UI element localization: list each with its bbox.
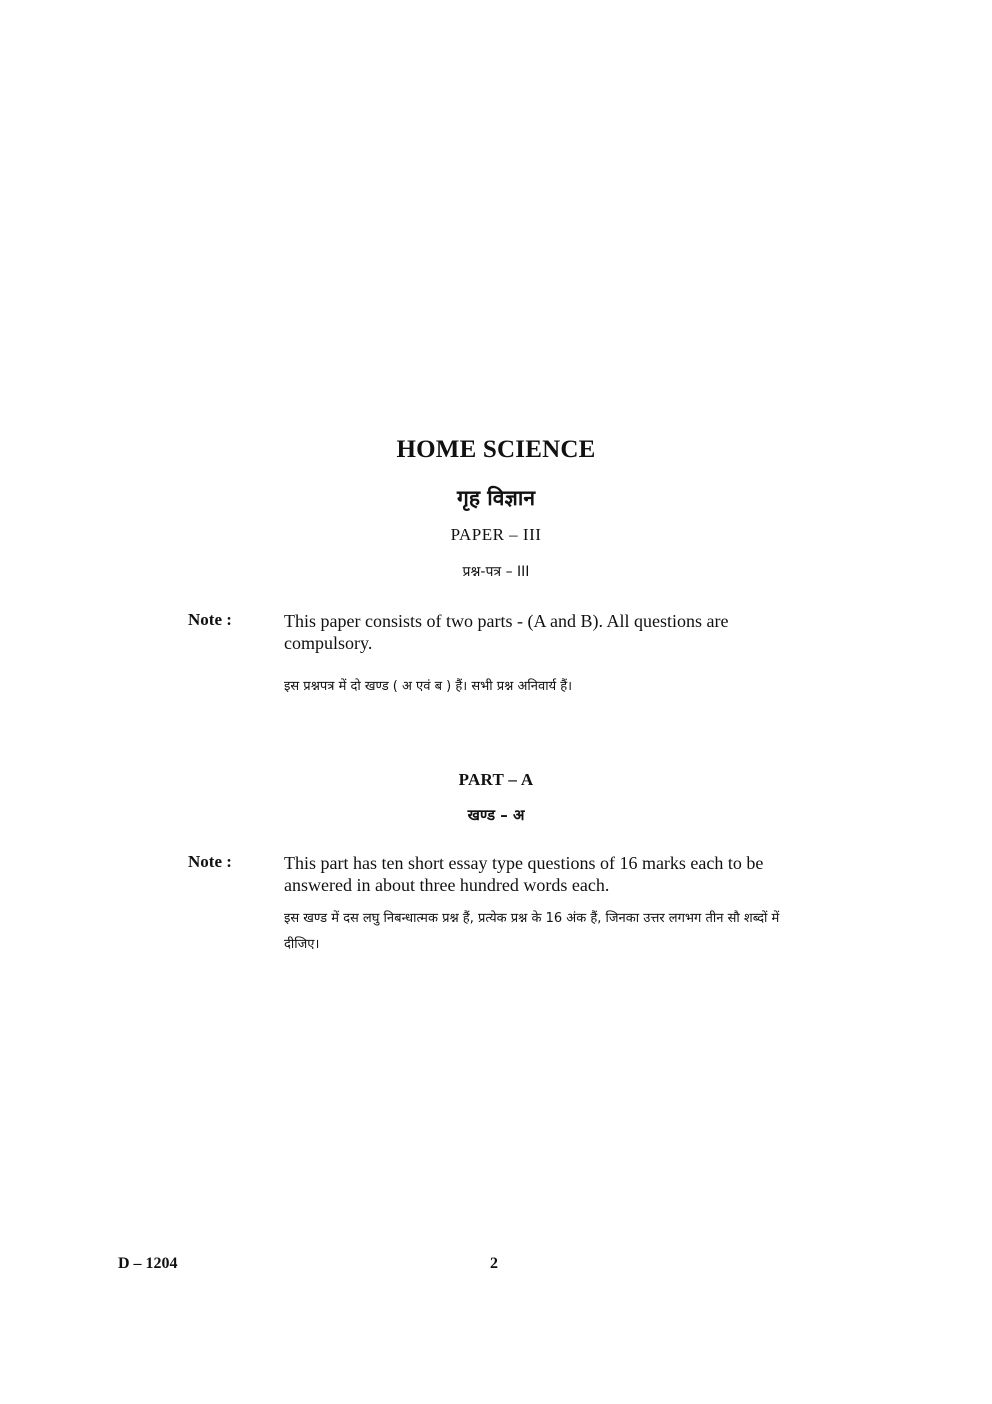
note-label: Note : (188, 610, 232, 629)
subject-title-hindi: गृह विज्ञान (457, 486, 535, 510)
note-label: Note : (188, 852, 232, 871)
note-text-hindi: इस खण्ड में दस लघु निबन्धात्मक प्रश्न हैं, प्रत्येक प्रश्न के 16 अंक हैं, जिनका उत्तर लगभग तीन सौ शब्दों में दीजिए। (284, 911, 780, 952)
note-text-english: This paper consists of two parts - (A and B). All questions are compulsory. (284, 611, 729, 653)
part-heading-hindi: खण्ड – अ (467, 806, 525, 824)
subject-title: HOME SCIENCE (396, 436, 596, 463)
page-number: 2 (490, 1255, 498, 1272)
note-text-english: This part has ten short essay type questions of 16 marks each to be answered in about three hundred words each. (284, 853, 764, 895)
paper-number: PAPER – III (450, 525, 542, 544)
paper-code: D – 1204 (118, 1255, 178, 1272)
paper-number-hindi: प्रश्न-पत्र – III (462, 564, 530, 580)
part-heading: PART – A (458, 770, 534, 789)
note-text-hindi: इस प्रश्नपत्र में दो खण्ड ( अ एवं ब ) हैं। सभी प्रश्न अनिवार्य हैं। (284, 679, 573, 694)
